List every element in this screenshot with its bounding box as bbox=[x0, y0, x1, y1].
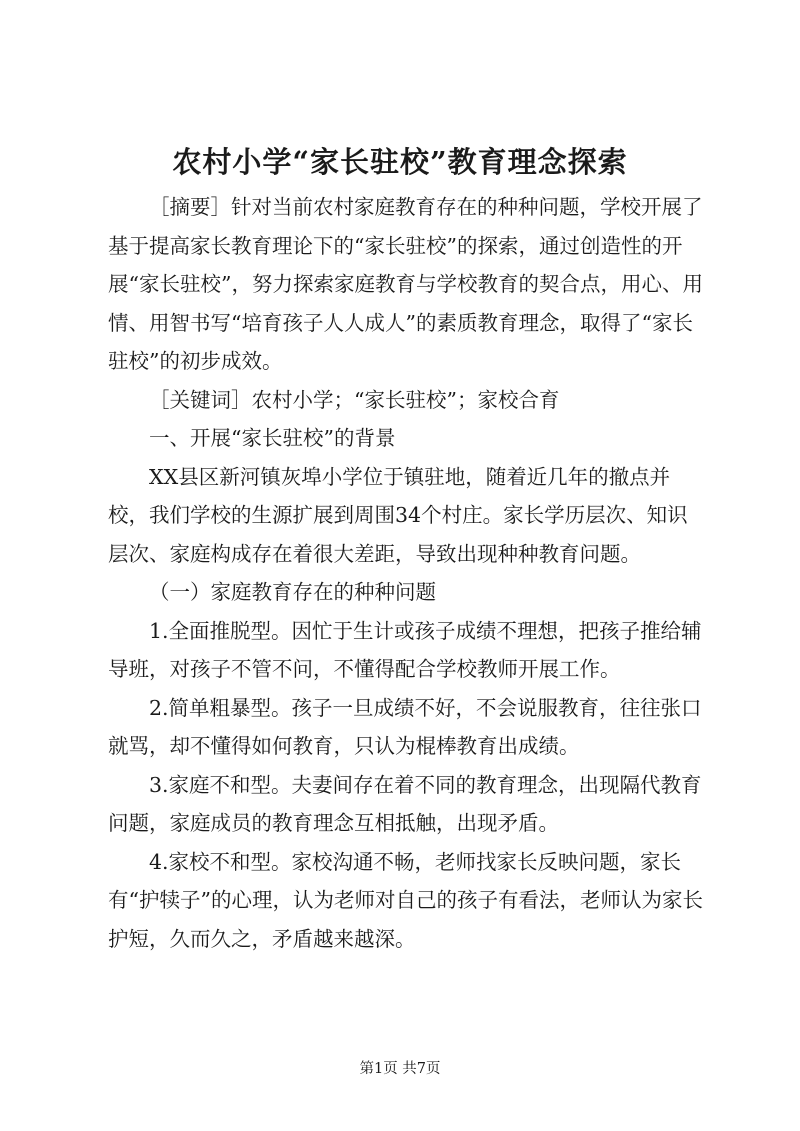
keywords-paragraph: ［关键词］农村小学；“家长驻校”；家校合育 bbox=[149, 387, 560, 412]
document-title: 农村小学“家长驻校”教育理念探索 bbox=[172, 145, 628, 179]
document-body bbox=[108, 188, 708, 958]
page-footer: 第1页 共7页 bbox=[359, 1061, 441, 1077]
problem-item-3: 3.家庭不和型。夫妻间存在着不同的教育理念，出现隔代教育问题，家庭成员的教育理念互相抵触，出现矛盾。 bbox=[108, 772, 702, 835]
section-heading: 一、开展“家长驻校”的背景 bbox=[149, 426, 396, 450]
problem-item-4: 4.家校不和型。家校沟通不畅，老师找家长反映问题，家长有“护犊子”的心理，认为老师对自己的孩子有看法，老师认为家长护短，久而久之，矛盾越来越深。 bbox=[108, 849, 703, 951]
problem-item-2: 2.简单粗暴型。孩子一旦成绩不好，不会说服教育，往往张口就骂，却不懂得如何教育，只认为棍棒教育出成绩。 bbox=[108, 695, 702, 758]
problem-item-1: 1.全面推脱型。因忙于生计或孩子成绩不理想，把孩子推给辅导班，对孩子不管不问，不懂得配合学校教师开展工作。 bbox=[108, 618, 702, 681]
abstract-paragraph: ［摘要］针对当前农村家庭教育存在的种种问题，学校开展了基于提高家长教育理论下的“家长驻校”的探索，通过创造性的开展“家长驻校”，努力探索家庭教育与学校教育的契合点，用心、用情、用智书写“培育孩子人人成人”的素质教育理念，取得了“家长驻校”的初步成效。 bbox=[108, 195, 703, 373]
subsection-heading: （一）家庭教育存在的种种问题 bbox=[149, 580, 436, 604]
background-paragraph: XX县区新河镇灰埠小学位于镇驻地，随着近几年的撤点并校，我们学校的生源扩展到周围34个村庄。家长学历层次、知识层次、家庭构成存在着很大差距，导致出现种种教育问题。 bbox=[108, 464, 688, 566]
